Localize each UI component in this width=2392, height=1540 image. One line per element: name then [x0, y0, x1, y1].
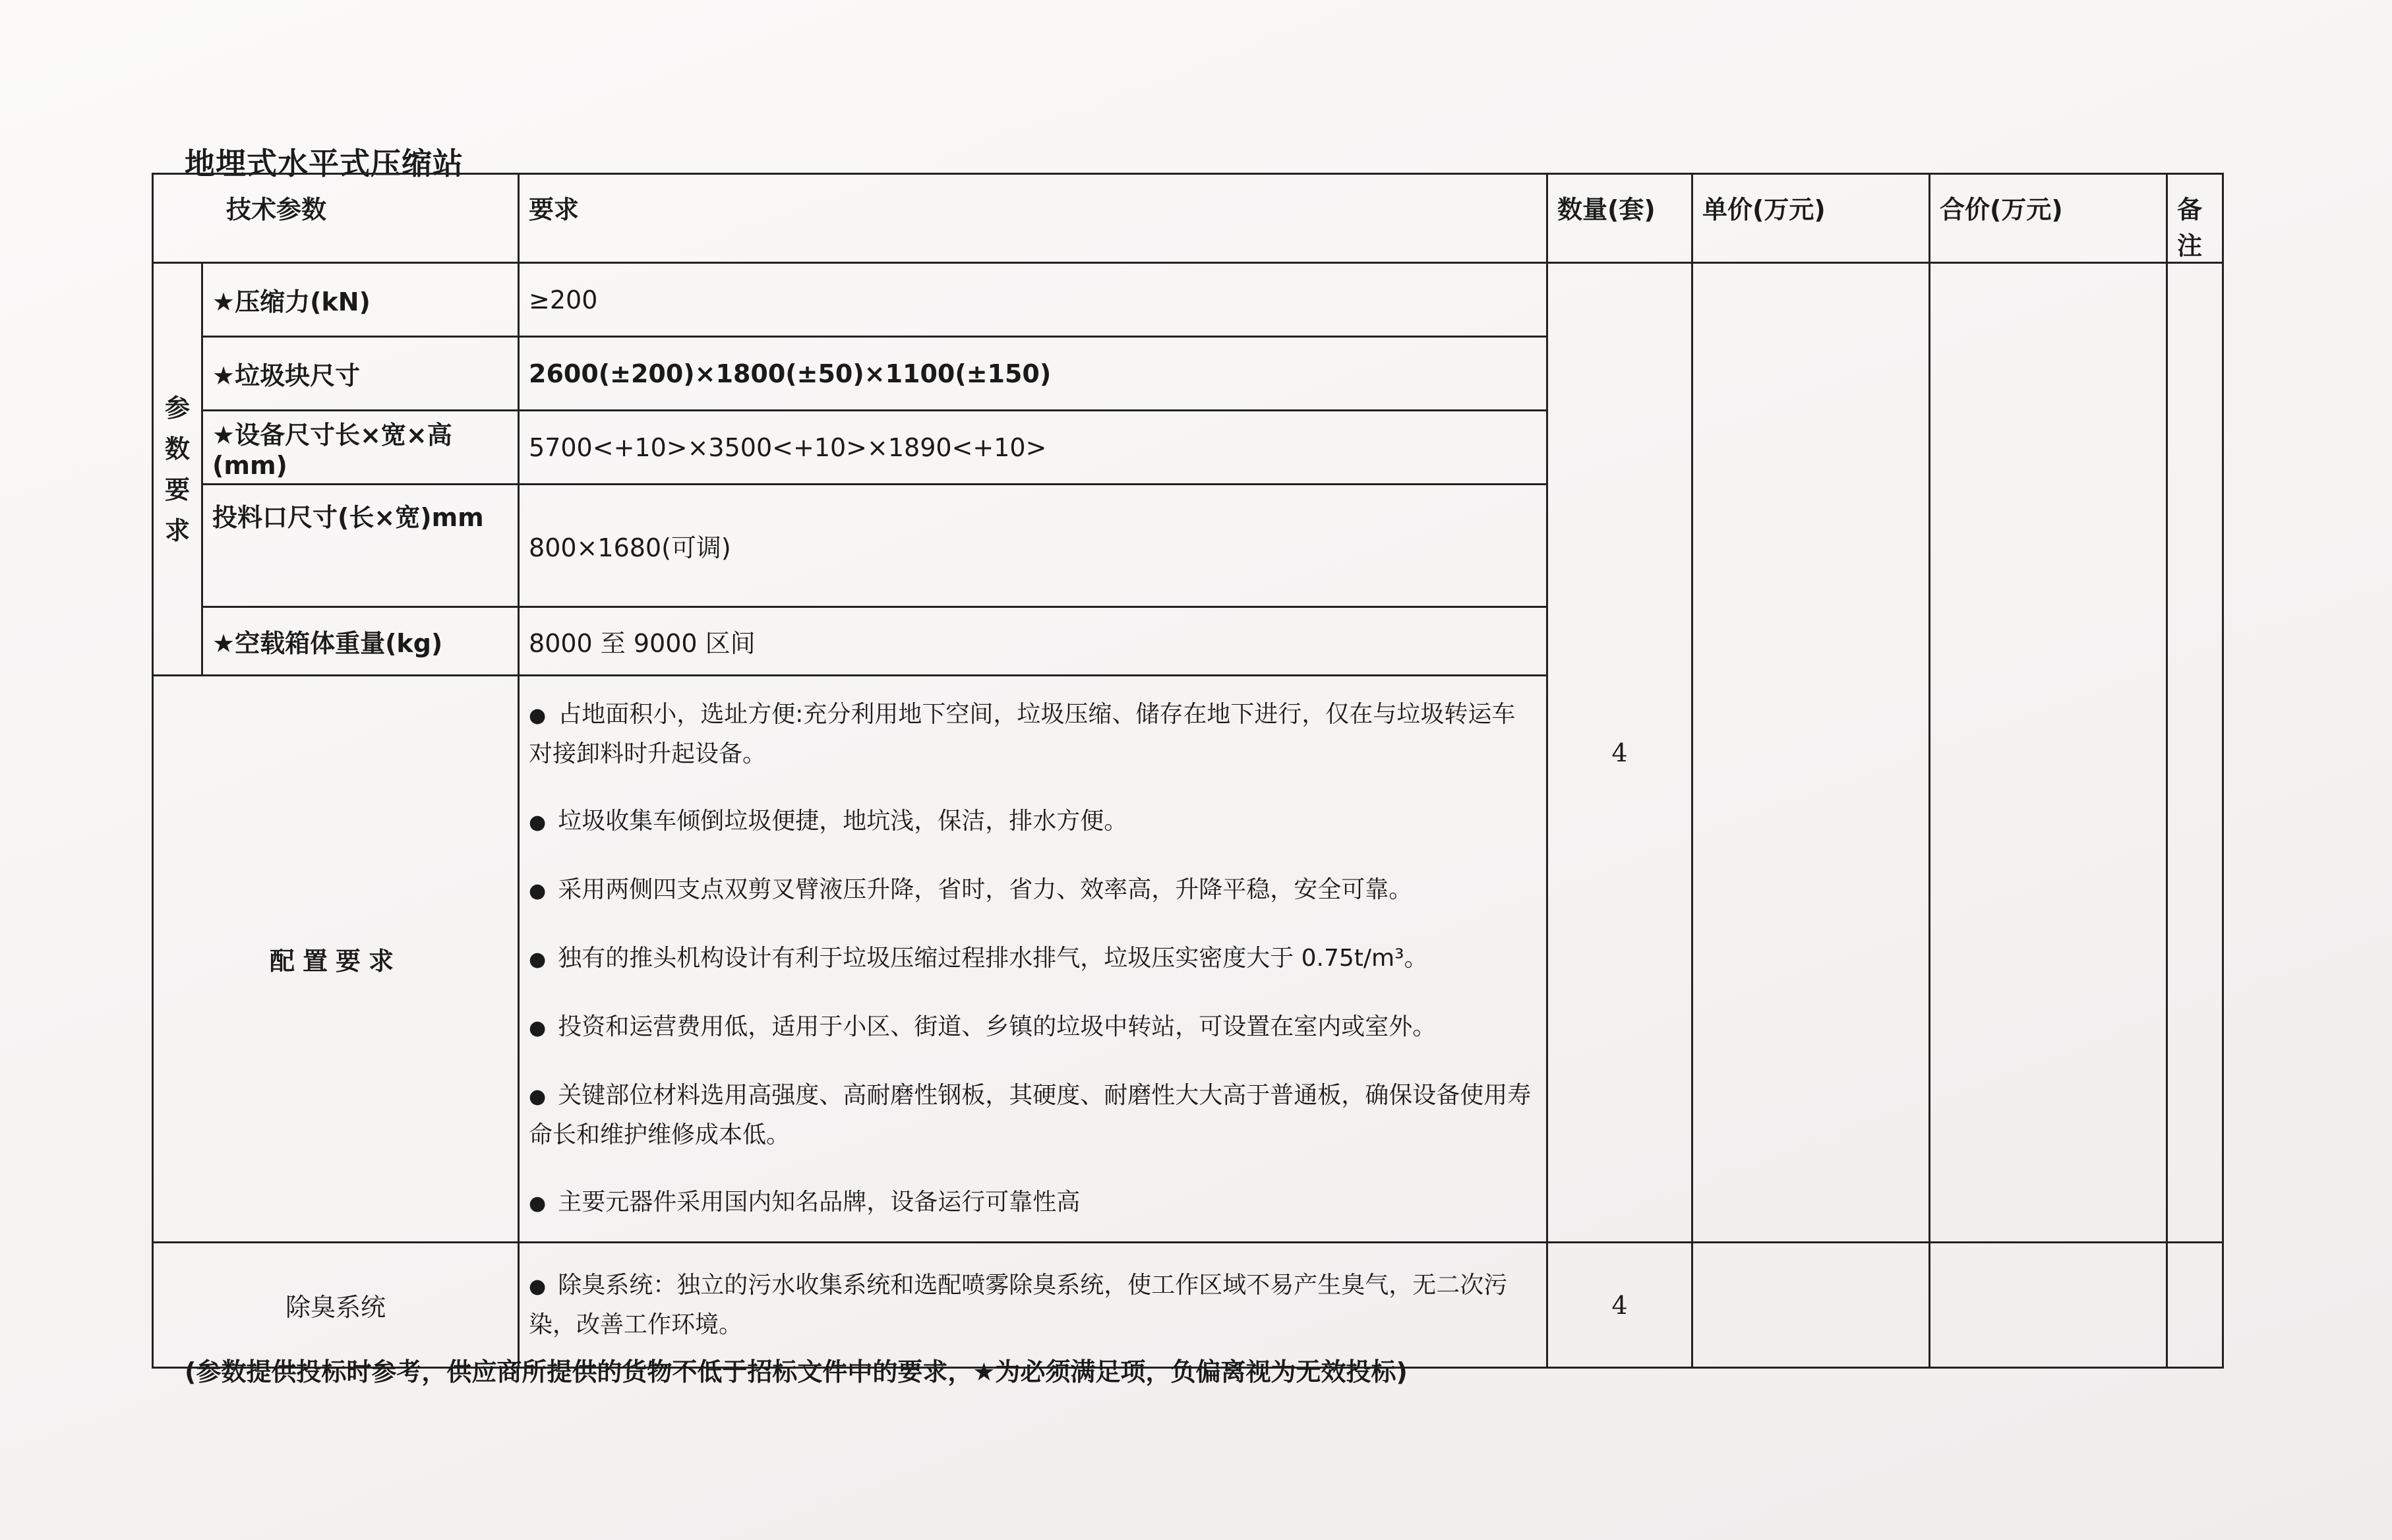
header-unit-price: 单价(万元): [1692, 174, 1930, 263]
bullet-icon: ●: [529, 703, 547, 727]
deodor-row: [153, 1243, 2223, 1368]
bullet-icon: ●: [529, 810, 547, 834]
header-requirement: 要求: [519, 174, 1547, 263]
param-group-text: 参 数 要 求: [164, 393, 190, 545]
param-name: ★空载箱体重量(kg): [202, 607, 519, 676]
deodor-unit-price: [1692, 1243, 1930, 1368]
deodor-requirement: ● 除臭系统：独立的污水收集系统和选配喷雾除臭系统，使工作区域不易产生臭气，无二次污染，改善工作环境。: [519, 1243, 1547, 1368]
deodor-label: 除臭系统: [153, 1243, 519, 1368]
deodor-remarks: [2167, 1243, 2223, 1368]
param-name: ★设备尺寸长×宽×高(mm): [202, 411, 519, 485]
bullet-icon: ●: [529, 1084, 547, 1108]
spec-table: [152, 173, 2224, 1369]
config-label: 配置要求: [153, 676, 519, 1243]
param-value: 800×1680(可调): [519, 485, 1547, 607]
quantity-cell: 4: [1547, 263, 1692, 1243]
config-item: ● 投资和运营费用低，适用于小区、街道、乡镇的垃圾中转站，可设置在室内或室外。: [529, 1013, 1437, 1040]
bullet-icon: ●: [529, 947, 547, 971]
header-remarks: 备注: [2167, 174, 2223, 263]
bullet-icon: ●: [529, 879, 547, 903]
config-item: ● 独有的推头机构设计有利于垃圾压缩过程排水排气，垃圾压实密度大于 0.75t/m³。: [529, 944, 1428, 972]
param-value: 5700<+10>×3500<+10>×1890<+10>: [519, 411, 1547, 485]
bullet-icon: ●: [529, 1016, 547, 1040]
document-title: 地埋式水平式压缩站: [185, 146, 463, 181]
config-item: ● 关键部位材料选用高强度、高耐磨性钢板，其硬度、耐磨性大大高于普通板，确保设备使用寿命长和维护维修成本低。: [529, 1081, 1532, 1148]
config-item: ● 占地面积小，选址方便:充分利用地下空间，垃圾压缩、储存在地下进行，仅在与垃圾转运车对接卸料时升起设备。: [529, 700, 1516, 767]
config-requirements: [519, 676, 1547, 1243]
footnote: (参数提供投标时参考，供应商所提供的货物不低于招标文件中的要求，★为必须满足项，负偏离视为无效投标): [185, 1357, 1408, 1386]
param-name: ★压缩力(kN): [202, 263, 519, 337]
total-price-cell: [1930, 263, 2167, 1243]
param-name: ★垃圾块尺寸: [202, 337, 519, 411]
param-value: 8000 至 9000 区间: [519, 607, 1547, 676]
config-list: [529, 681, 1537, 1237]
bullet-icon: ●: [529, 1274, 547, 1298]
header-row: [153, 174, 2223, 263]
param-row: [153, 263, 2223, 337]
param-value: ≥200: [519, 263, 1547, 337]
deodor-quantity: 4: [1547, 1243, 1692, 1368]
config-item: ● 采用两侧四支点双剪叉臂液压升降，省时，省力、效率高，升降平稳，安全可靠。: [529, 875, 1413, 903]
header-quantity: 数量(套): [1547, 174, 1692, 263]
header-tech-params: 技术参数: [153, 174, 519, 263]
param-value: 2600(±200)×1800(±50)×1100(±150): [519, 337, 1547, 411]
config-item: ● 主要元器件采用国内知名品牌，设备运行可靠性高: [529, 1188, 1081, 1216]
bullet-icon: ●: [529, 1191, 547, 1215]
param-group-label: [153, 263, 202, 676]
remarks-cell: [2167, 263, 2223, 1243]
deodor-total-price: [1930, 1243, 2167, 1368]
header-total-price: 合价(万元): [1930, 174, 2167, 263]
config-item: ● 垃圾收集车倾倒垃圾便捷，地坑浅，保洁，排水方便。: [529, 807, 1128, 835]
param-name: 投料口尺寸(长×宽)mm: [202, 485, 519, 607]
unit-price-cell: [1692, 263, 1930, 1243]
